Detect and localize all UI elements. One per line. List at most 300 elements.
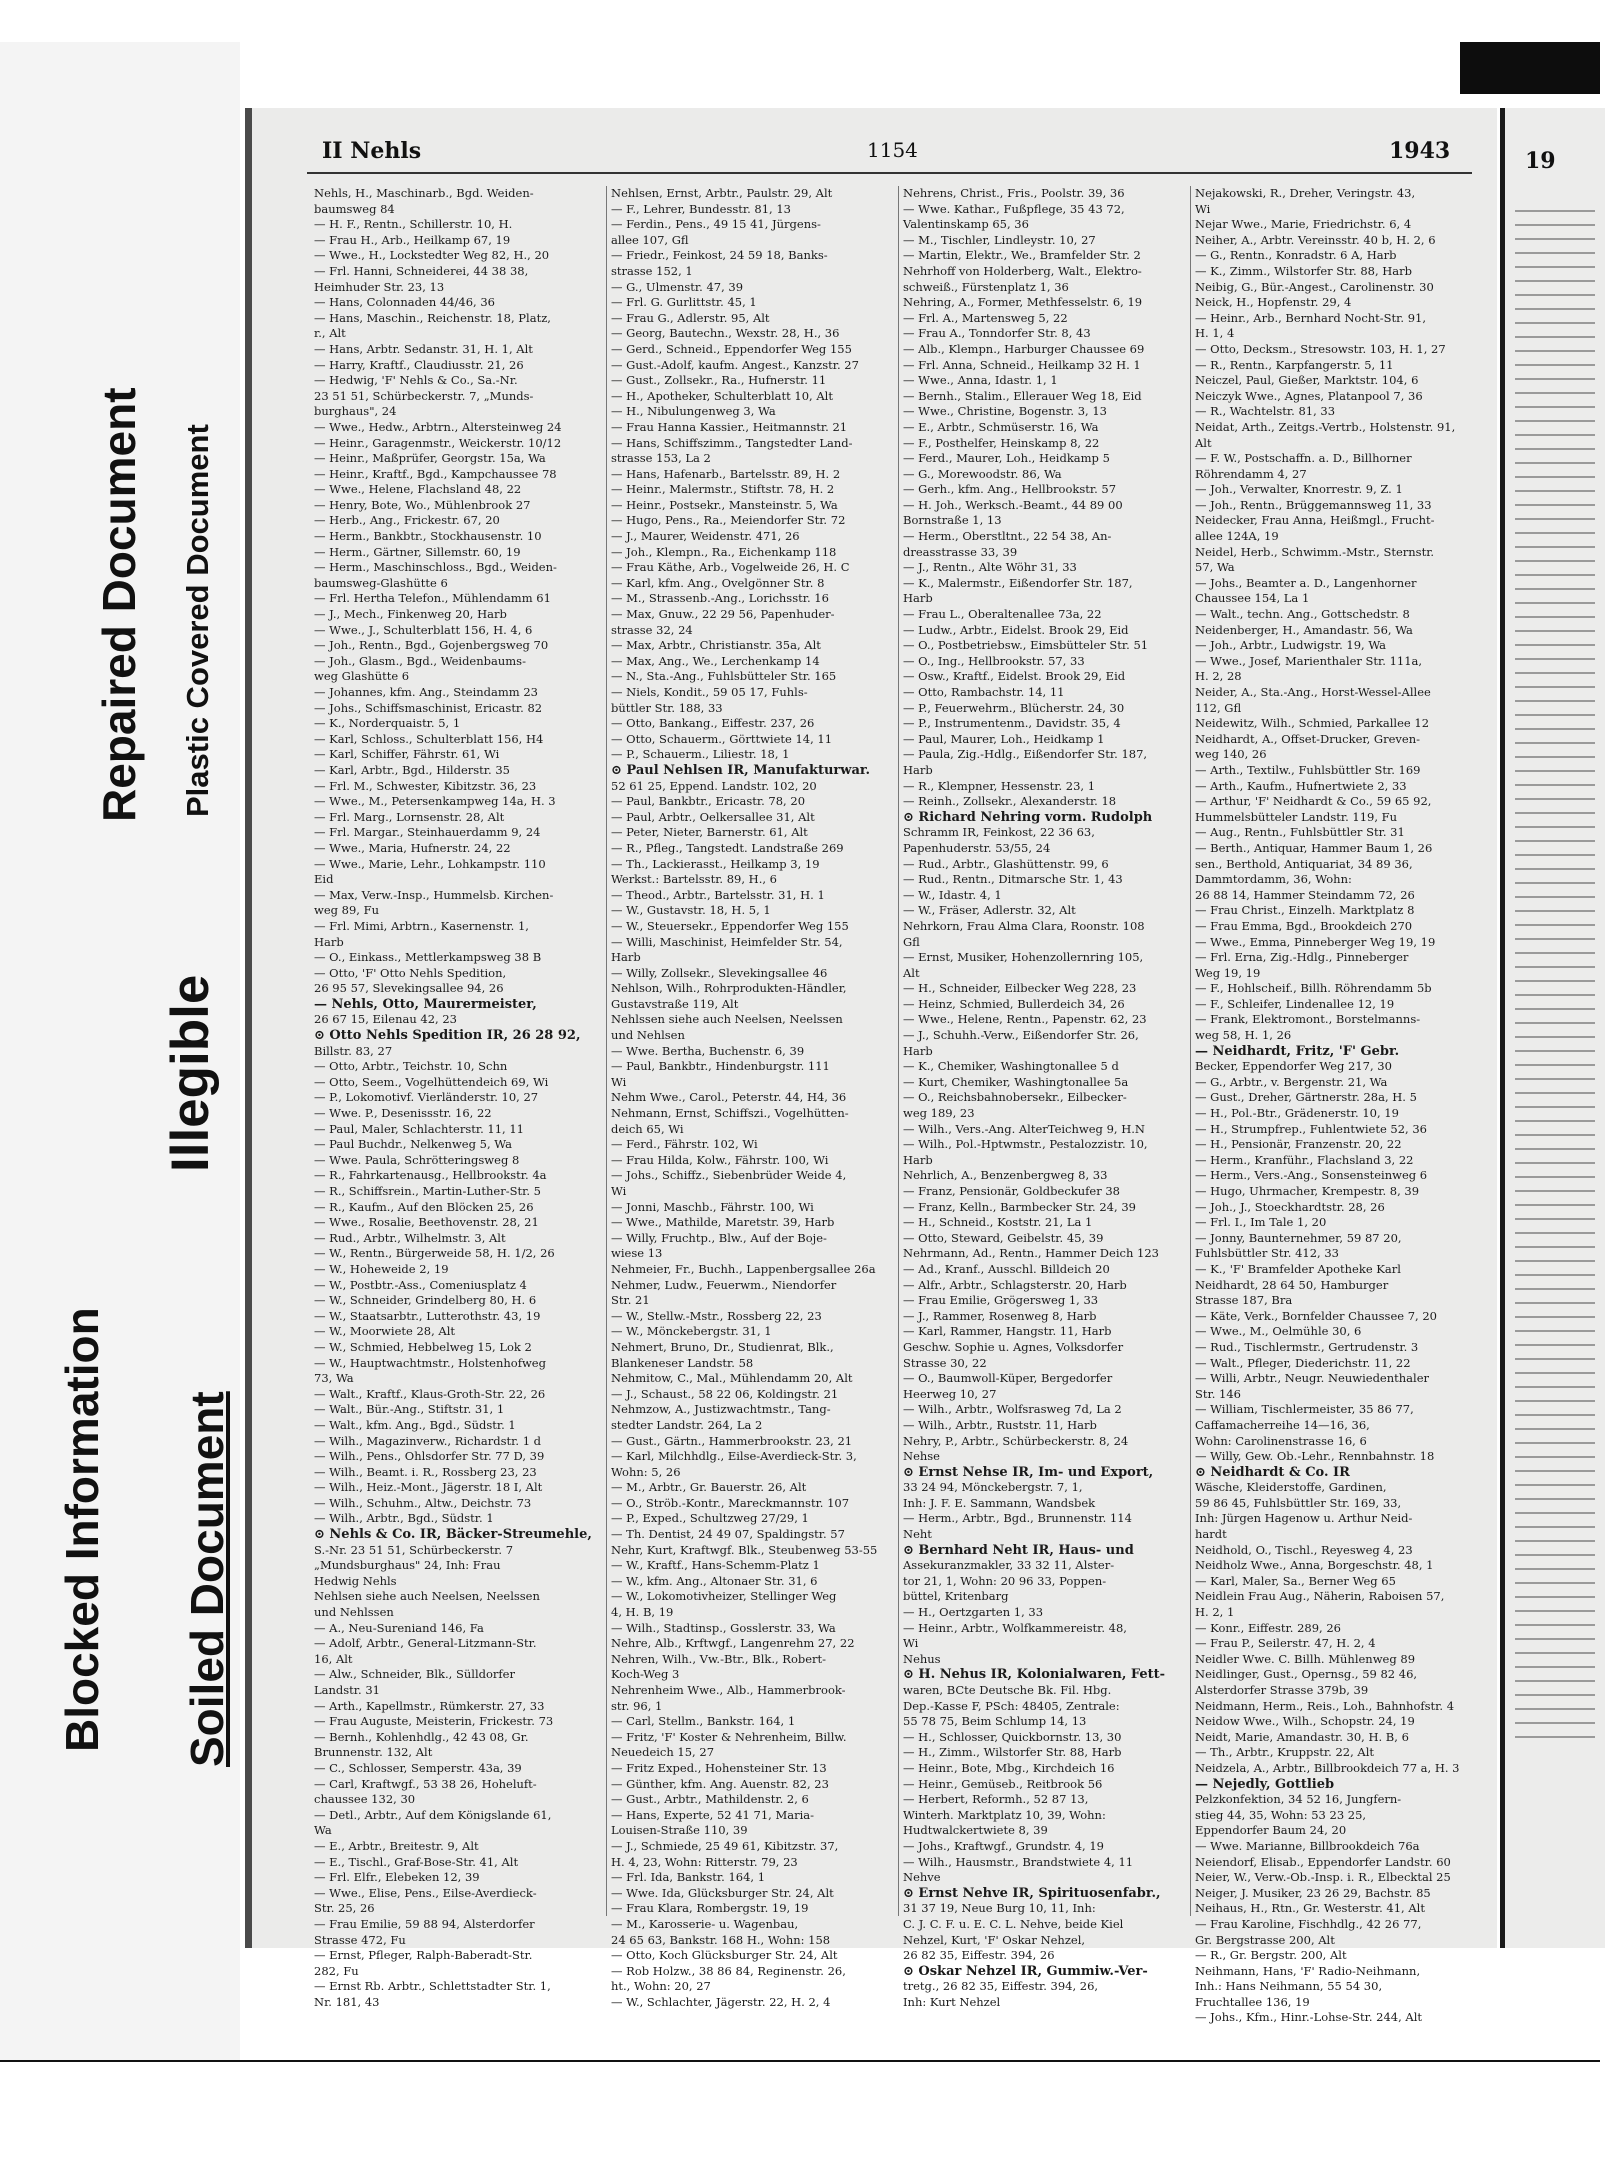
directory-entry: weg 140, 26 (1195, 747, 1267, 762)
directory-entry: r., Alt (314, 326, 346, 341)
directory-entry: — Gerd., Schneid., Eppendorfer Weg 155 (611, 341, 852, 356)
directory-entry: — Heinr., Garagenmstr., Weickerstr. 10/12 (314, 435, 562, 450)
directory-entry: — Wwe., J., Schulterblatt 156, H. 4, 6 (314, 622, 533, 637)
directory-entry: — Wilh., Arbtr., Bgd., Südstr. 1 (314, 1511, 494, 1526)
directory-entry: — Wwe. Kathar., Fußpflege, 35 43 72, (903, 201, 1125, 216)
directory-entry: Eid (314, 872, 334, 887)
directory-entry: — Wwe., Mathilde, Maretstr. 39, Harb (611, 1215, 835, 1230)
directory-entry: — R., Pfleg., Tangstedt. Landstraße 269 (611, 840, 844, 855)
directory-entry: Wi (903, 1636, 919, 1651)
directory-entry: Chaussee 154, La 1 (1195, 591, 1310, 606)
directory-entry: Str. 25, 26 (314, 1901, 375, 1916)
directory-entry: — Heinr., Kraftf., Bgd., Kampchaussee 78 (314, 466, 557, 481)
directory-entry: — Gust.-Adolf, kaufm. Angest., Kanzstr. 27 (611, 357, 859, 372)
directory-entry: — Paul, Arbtr., Oelkersallee 31, Alt (611, 809, 815, 824)
directory-entry: 59 86 45, Fuhlsbüttler Str. 169, 33, (1195, 1495, 1402, 1510)
directory-entry: — W., Steuersekr., Eppendorfer Weg 155 (611, 918, 849, 933)
directory-entry: 57, Wa (1195, 560, 1235, 575)
directory-entry: — P., Lokomotivf. Vierländerstr. 10, 27 (314, 1090, 539, 1105)
directory-entry: burghaus", 24 (314, 404, 397, 419)
directory-entry: Bornstraße 1, 13 (903, 513, 1002, 528)
directory-entry: — W., Hoheweide 2, 19 (314, 1261, 449, 1276)
directory-entry: — P., Instrumentenm., Davidstr. 35, 4 (903, 716, 1121, 731)
directory-entry: — N., Sta.-Ang., Fuhlsbütteler Str. 165 (611, 669, 837, 684)
directory-entry: Neidhardt, A., Offset-Drucker, Greven- (1195, 731, 1421, 746)
directory-entry: und Nehlssen (314, 1605, 394, 1620)
directory-entry: — H., Nibulungenweg 3, Wa (611, 404, 776, 419)
directory-entry: — C., Schlosser, Semperstr. 43a, 39 (314, 1760, 522, 1775)
directory-entry: — Niels, Kondit., 59 05 17, Fuhls- (611, 685, 808, 699)
directory-entry: Nehrens, Christ., Fris., Poolstr. 39, 36 (903, 186, 1125, 200)
directory-entry: — Heinr., Arb., Bernhard Nocht-Str. 91, (1195, 310, 1427, 325)
directory-entry: Nehmert, Bruno, Dr., Studienrat, Blk., (611, 1339, 834, 1354)
directory-entry: — H. F., Rentn., Schillerstr. 10, H. (314, 217, 513, 232)
directory-entry: Neidlinger, Gust., Opernsg., 59 82 46, (1195, 1667, 1418, 1682)
directory-entry: — Joh., Rentn., Brüggemannsweg 11, 33 (1195, 497, 1432, 512)
directory-entry: — P., Feuerwehrm., Blücherstr. 24, 30 (903, 700, 1125, 715)
directory-entry: — Ad., Kranf., Ausschl. Billdeich 20 (903, 1261, 1110, 1276)
label-plastic-covered-document: Plastic Covered Document (180, 424, 215, 817)
directory-entry: Neihmann, Hans, 'F' Radio-Neihmann, (1195, 1963, 1421, 1978)
directory-entry: Koch-Weg 3 (611, 1667, 680, 1682)
directory-entry: — Walt., techn. Ang., Gottschedstr. 8 (1195, 607, 1410, 622)
directory-entry: — Jonni, Maschb., Fährstr. 100, Wi (611, 1199, 814, 1214)
directory-entry: — H., Oertzgarten 1, 33 (903, 1605, 1044, 1620)
directory-entry: — W., Rentn., Bürgerweide 58, H. 1/2, 26 (314, 1246, 555, 1261)
directory-entry: — R., Rentn., Karpfangerstr. 5, 11 (1195, 357, 1394, 372)
directory-entry: Neidhardt, 28 64 50, Hamburger (1195, 1277, 1389, 1292)
directory-entry: Alt (1195, 435, 1212, 450)
directory-entry: Neidt, Marie, Amandastr. 30, H. B, 6 (1195, 1729, 1409, 1744)
directory-entry: Nehzel, Kurt, 'F' Oskar Nehzel, (903, 1932, 1086, 1947)
directory-entry: — J., Schaust., 58 22 06, Koldingstr. 21 (611, 1386, 839, 1401)
directory-entry: 26 88 14, Hammer Steindamm 72, 26 (1195, 887, 1415, 902)
directory-entry: — R., Fahrkartenausg., Hellbrookstr. 4a (314, 1168, 547, 1183)
directory-entry: — Fritz, 'F' Koster & Nehrenheim, Billw. (611, 1729, 847, 1744)
directory-entry: — Franz, Pensionär, Goldbeckufer 38 (903, 1184, 1120, 1198)
directory-entry: — Wwe. Marianne, Billbrookdeich 76a (1195, 1838, 1420, 1853)
directory-entry: — Arth., Kaufm., Hufnertwiete 2, 33 (1195, 778, 1407, 793)
header-rule (307, 172, 1472, 174)
directory-entry: — Neidhardt, Fritz, 'F' Gebr. (1195, 1043, 1400, 1059)
directory-column-2 (606, 186, 896, 2009)
directory-entry: — Walt., Kraftf., Klaus-Groth-Str. 22, 26 (314, 1386, 546, 1401)
directory-entry: — Frl. M., Schwester, Kibitzstr. 36, 23 (314, 778, 537, 793)
directory-entry: — Ludw., Arbtr., Eidelst. Brook 29, Eid (903, 622, 1129, 637)
directory-entry: — M., Tischler, Lindleystr. 10, 27 (903, 232, 1096, 247)
directory-entry: — M., Arbtr., Gr. Bauerstr. 26, Alt (611, 1480, 807, 1495)
directory-entry: — F., Schleifer, Lindenallee 12, 19 (1195, 996, 1395, 1011)
directory-entry: 23 51 51, Schürbeckerstr. 7, „Munds- (314, 388, 534, 403)
directory-entry: — Frau L., Oberaltenallee 73a, 22 (903, 607, 1102, 622)
directory-entry: 52 61 25, Eppend. Landstr. 102, 20 (611, 778, 817, 793)
directory-entry: 26 95 57, Slevekingsallee 94, 26 (314, 981, 504, 996)
directory-entry: — Hugo, Uhrmacher, Krempestr. 8, 39 (1195, 1184, 1420, 1198)
directory-entry: — Ernst, Musiker, Hohenzollernring 105, (903, 950, 1144, 965)
directory-entry: — Fritz Exped., Hohensteiner Str. 13 (611, 1760, 827, 1775)
directory-entry: tor 21, 1, Wohn: 20 96 33, Poppen- (903, 1573, 1107, 1588)
top-margin (0, 0, 1600, 42)
directory-entry: — Carl, Kraftwgf., 53 38 26, Hoheluft- (314, 1776, 537, 1791)
directory-entry: — Wwe. P., Desenissstr. 16, 22 (314, 1106, 492, 1121)
directory-entry: — Joh., Arbtr., Ludwigstr. 19, Wa (1195, 638, 1387, 653)
directory-entry: — Nehls, Otto, Maurermeister, (314, 996, 537, 1012)
directory-entry: Inh.: Hans Neihmann, 55 54 30, (1195, 1979, 1383, 1994)
directory-entry: Neiczel, Paul, Gießer, Marktstr. 104, 6 (1195, 373, 1419, 388)
directory-entry: — Herm., Arbtr., Bgd., Brunnenstr. 114 (903, 1511, 1132, 1526)
directory-column-1 (314, 186, 599, 2009)
directory-entry: — W., Schneider, Grindelberg 80, H. 6 (314, 1293, 537, 1308)
directory-entry: — F., Hohlscheif., Billh. Röhrendamm 5b (1195, 981, 1432, 996)
directory-entry: — Paul, Maler, Schlachterstr. 11, 11 (314, 1121, 524, 1136)
directory-entry: — Ernst, Pfleger, Ralph-Baberadt-Str. (314, 1948, 533, 1963)
directory-entry: — Herm., Gärtner, Sillemstr. 60, 19 (314, 544, 521, 559)
dark-scan-edge (1460, 42, 1600, 94)
directory-entry: — Willi, Maschinist, Heimfelder Str. 54, (611, 934, 843, 949)
directory-entry: — Reinh., Zollsekr., Alexanderstr. 18 (903, 794, 1117, 809)
directory-entry: — Wilh., Pol.-Hptwmstr., Pestalozzistr. 10, (903, 1137, 1148, 1152)
directory-entry: — R., Kaufm., Auf den Blöcken 25, 26 (314, 1199, 534, 1214)
directory-entry: — Frau Christ., Einzelh. Marktplatz 8 (1195, 903, 1415, 918)
directory-entry: — H., Schneider, Eilbecker Weg 228, 23 (903, 981, 1137, 996)
directory-entry: — Gust., Gärtn., Hammerbrookstr. 23, 21 (611, 1433, 853, 1448)
directory-entry: — W., kfm. Ang., Altonaer Str. 31, 6 (611, 1573, 818, 1588)
directory-entry: — W., Idastr. 4, 1 (903, 887, 1002, 902)
directory-entry: H. 2, 28 (1195, 669, 1242, 684)
directory-entry: — Heinr., Bote, Mbg., Kirchdeich 16 (903, 1760, 1115, 1775)
directory-entry: — O., Ströb.-Kontr., Mareckmannstr. 107 (611, 1495, 850, 1510)
directory-entry: Nehmzow, A., Justizwachtmstr., Tang- (611, 1402, 831, 1417)
directory-entry: — Wwe., Hedw., Arbtrn., Altersteinweg 24 (314, 419, 562, 434)
directory-entry: und Nehlsen (611, 1028, 685, 1043)
directory-entry: C. J. C. F. u. E. C. L. Nehve, beide Kiel (903, 1916, 1124, 1931)
directory-entry: — Joh., Glasm., Bgd., Weidenbaums- (314, 653, 526, 668)
directory-entry: weg 189, 23 (903, 1106, 975, 1121)
directory-entry: — Arth., Textilw., Fuhlsbüttler Str. 169 (1195, 762, 1421, 777)
directory-entry: — Max, Verw.-Insp., Hummelsb. Kirchen- (314, 887, 554, 902)
directory-entry: — Arthur, 'F' Neidhardt & Co., 59 65 92, (1195, 794, 1432, 809)
directory-entry: — Herb., Ang., Frickestr. 67, 20 (314, 513, 500, 528)
directory-entry: — Gust., Zollsekr., Ra., Hufnerstr. 11 (611, 373, 827, 388)
directory-entry: Wäsche, Kleiderstoffe, Gardinen, (1195, 1480, 1387, 1495)
directory-entry: — J., Schmiede, 25 49 61, Kibitzstr. 37, (611, 1838, 839, 1853)
directory-entry: Neidel, Herb., Schwimm.-Mstr., Sternstr. (1195, 544, 1435, 559)
directory-entry: — Johannes, kfm. Ang., Steindamm 23 (314, 685, 538, 699)
directory-entry: — Paul Buchdr., Nelkenweg 5, Wa (314, 1137, 512, 1152)
directory-entry: — Gerh., kfm. Ang., Hellbrookstr. 57 (903, 482, 1117, 497)
directory-entry: Neiczyk Wwe., Agnes, Platanpool 7, 36 (1195, 388, 1423, 403)
directory-entry: Nehrkorn, Frau Alma Clara, Roonstr. 108 (903, 918, 1145, 933)
directory-entry: — Wwe. Paula, Schrötteringsweg 8 (314, 1152, 520, 1167)
directory-entry: — Walt., Pfleger, Diederichstr. 11, 22 (1195, 1355, 1411, 1370)
directory-entry: 16, Alt (314, 1651, 353, 1666)
directory-entry: — O., Ing., Hellbrookstr. 57, 33 (903, 653, 1085, 668)
directory-entry: H. 1, 4 (1195, 326, 1235, 341)
directory-entry: — Frl. Anna, Schneid., Heilkamp 32 H. 1 (903, 357, 1141, 372)
directory-entry: Strasse 472, Fu (314, 1932, 406, 1947)
directory-entry: — Frl. Erna, Zig.-Hdlg., Pinneberger (1195, 950, 1409, 965)
directory-entry: Neidecker, Frau Anna, Heißmgl., Frucht- (1195, 513, 1435, 528)
directory-entry: — H., Pensionär, Franzenstr. 20, 22 (1195, 1137, 1402, 1152)
directory-entry: baumsweg-Glashütte 6 (314, 575, 448, 590)
directory-entry: ⊙ Nehls & Co. IR, Bäcker-Streumehle, (314, 1527, 592, 1543)
directory-entry: Nehlssen siehe auch Neelsen, Neelssen (611, 1012, 843, 1027)
label-soiled-document: Soiled Document (181, 1391, 233, 1767)
directory-entry: Papenhuderstr. 53/55, 24 (903, 840, 1051, 855)
directory-entry: „Mundsburghaus" 24, Inh: Frau (314, 1558, 501, 1573)
directory-entry: — Karl, Schiffer, Fährstr. 61, Wi (314, 747, 500, 762)
directory-column-4 (1190, 186, 1480, 2025)
directory-entry: — Martin, Elektr., We., Bramfelder Str. 2 (903, 248, 1141, 263)
directory-entry: — Kurt, Chemiker, Washingtonallee 5a (903, 1074, 1129, 1089)
directory-entry: — Joh., J., Stoeckhardtstr. 28, 26 (1195, 1199, 1385, 1214)
directory-entry: Wohn: 5, 26 (611, 1464, 681, 1479)
directory-entry: Landstr. 31 (314, 1683, 380, 1697)
directory-entry: Str. 21 (611, 1293, 650, 1308)
directory-entry: — Wwe., Maria, Hufnerstr. 24, 22 (314, 840, 511, 855)
directory-entry: Neidat, Arth., Zeitgs.-Vertrb., Holstenstr. 91, (1195, 419, 1456, 434)
directory-entry: — F. W., Postschaffn. a. D., Billhorner (1195, 451, 1412, 466)
directory-entry: — Wwe., H., Lockstedter Weg 82, H., 20 (314, 248, 550, 263)
directory-entry: — R., Wachtelstr. 81, 33 (1195, 404, 1336, 419)
directory-entry: — M., Strassenb.-Ang., Lorichsstr. 16 (611, 591, 829, 606)
directory-entry: — Wilh., Arbtr., Ruststr. 11, Harb (903, 1417, 1097, 1432)
directory-entry: — W., Schlachter, Jägerstr. 22, H. 2, 4 (611, 1994, 831, 2009)
directory-entry: — Jonny, Baunternehmer, 59 87 20, (1195, 1230, 1402, 1245)
directory-entry: Hummelsbütteler Landstr. 119, Fu (1195, 809, 1398, 824)
directory-entry: chaussee 132, 30 (314, 1792, 416, 1807)
directory-entry: — Frau Käthe, Arb., Vogelweide 26, H. C (611, 560, 850, 575)
directory-entry: — Karl, Schloss., Schulterblatt 156, H4 (314, 731, 544, 746)
directory-entry: — Frank, Elektromont., Borstelmanns- (1195, 1012, 1421, 1027)
directory-entry: — F., Posthelfer, Heinskamp 8, 22 (903, 435, 1100, 450)
directory-entry: büttel, Kritenbarg (903, 1589, 1009, 1604)
directory-entry: — Hans, Experte, 52 41 71, Maria- (611, 1807, 815, 1822)
directory-entry: — F., Lehrer, Bundesstr. 81, 13 (611, 201, 791, 216)
directory-entry: — W., Moorwiete 28, Alt (314, 1324, 456, 1339)
directory-entry: — Wwe., Josef, Marienthaler Str. 111a, (1195, 653, 1423, 668)
directory-entry: weg 89, Fu (314, 903, 379, 918)
directory-entry: — P., Exped., Schultzweg 27/29, 1 (611, 1511, 809, 1526)
directory-entry: — Ferd., Maurer, Loh., Heidkamp 5 (903, 451, 1110, 466)
directory-entry: — O., Einkass., Mettlerkampsweg 38 B (314, 950, 542, 965)
directory-entry: str. 96, 1 (611, 1698, 663, 1713)
directory-entry: Dep.-Kasse F, PSch: 48405, Zentrale: (903, 1698, 1120, 1713)
directory-entry: — G., Arbtr., v. Bergenstr. 21, Wa (1195, 1074, 1388, 1089)
directory-entry: — Max, Ang., We., Lerchenkamp 14 (611, 653, 820, 668)
directory-entry: — R., Gr. Bergstr. 200, Alt (1195, 1948, 1347, 1963)
directory-entry: Neihaus, H., Rtn., Gr. Westerstr. 41, Alt (1195, 1901, 1425, 1916)
directory-entry: — Wilh., Arbtr., Wolfsrasweg 7d, La 2 (903, 1402, 1122, 1417)
directory-entry: Nehry, P., Arbtr., Schürbeckerstr. 8, 24 (903, 1433, 1129, 1448)
condition-label-panel (0, 42, 240, 2060)
directory-entry: — Carl, Stellm., Bankstr. 164, 1 (611, 1714, 796, 1729)
directory-entry: — Johs., Beamter a. D., Langenhorner (1195, 575, 1417, 590)
directory-entry: — O., Baumwoll-Küper, Bergedorfer (903, 1371, 1113, 1386)
directory-entry: — Hans, Colonnaden 44/46, 36 (314, 295, 495, 310)
directory-entry: Caffamacherreihe 14—16, 36, (1195, 1417, 1370, 1432)
directory-entry: — Wilh., Beamt. i. R., Rossberg 23, 23 (314, 1464, 537, 1479)
directory-entry: Louisen-Straße 110, 39 (611, 1823, 748, 1838)
directory-entry: H. 4, 23, Wohn: Ritterstr. 79, 23 (611, 1854, 798, 1869)
directory-entry: — Wwe., Helene, Flachsland 48, 22 (314, 482, 522, 497)
directory-entry: Inh: J. F. E. Sammann, Wandsbek (903, 1495, 1096, 1510)
directory-entry: — Wwe., Marie, Lehr., Lohkampstr. 110 (314, 856, 546, 871)
directory-entry: — Theod., Arbtr., Bartelsstr. 31, H. 1 (611, 887, 825, 902)
directory-entry: — Herbert, Reformh., 52 87 13, (903, 1792, 1089, 1807)
directory-entry: Neiher, A., Arbtr. Vereinsstr. 40 b, H. 2, 6 (1195, 232, 1436, 247)
directory-entry: — Frau Auguste, Meisterin, Frickestr. 73 (314, 1714, 554, 1729)
directory-entry: Nejar Wwe., Marie, Friedrichstr. 6, 4 (1195, 217, 1412, 232)
directory-entry: — Bernh., Stalim., Ellerauer Weg 18, Eid (903, 388, 1142, 403)
directory-entry: — A., Neu-Sureniand 146, Fa (314, 1620, 484, 1635)
directory-entry: — Ferdin., Pens., 49 15 41, Jürgens- (611, 217, 821, 232)
directory-entry: stieg 44, 35, Wohn: 53 23 25, (1195, 1807, 1367, 1822)
directory-entry: — Wilh., Pens., Ohlsdorfer Str. 77 D, 39 (314, 1449, 545, 1464)
directory-entry: — Wilh., Hausmstr., Brandstwiete 4, 11 (903, 1854, 1134, 1869)
directory-entry: Wa (314, 1823, 332, 1838)
directory-entry: — Wwe. Bertha, Buchenstr. 6, 39 (611, 1043, 805, 1058)
directory-entry: — Willy, Fruchtp., Blw., Auf der Boje- (611, 1230, 827, 1245)
directory-entry: tretg., 26 82 35, Eiffestr. 394, 26, (903, 1979, 1099, 1994)
directory-entry: Alsterdorfer Strasse 379b, 39 (1195, 1683, 1369, 1697)
directory-entry: — Frau Emilie, 59 88 94, Alsterdorfer (314, 1916, 535, 1931)
directory-entry: — Johs., Schiffsmaschinist, Ericastr. 82 (314, 700, 543, 715)
directory-entry: wiese 13 (611, 1246, 663, 1261)
directory-entry: — Herm., Maschinschloss., Bgd., Weiden- (314, 560, 557, 575)
directory-entry: — K., Zimm., Wilstorfer Str. 88, Harb (1195, 263, 1413, 278)
directory-entry: — Franz, Kelln., Barmbecker Str. 24, 39 (903, 1199, 1136, 1214)
directory-entry: Hedwig Nehls (314, 1573, 397, 1588)
directory-entry: Nehmann, Ernst, Schiffszi., Vogelhütten- (611, 1106, 849, 1121)
directory-entry: Neier, W., Verw.-Ob.-Insp. i. R., Elbecktal 25 (1195, 1870, 1451, 1885)
directory-entry: Inh: Kurt Nehzel (903, 1994, 1001, 2009)
directory-entry: Billstr. 83, 27 (314, 1043, 393, 1058)
directory-entry: — Aug., Rentn., Fuhlsbüttler Str. 31 (1195, 825, 1405, 840)
directory-entry: sen., Berthold, Antiquariat, 34 89 36, (1195, 856, 1413, 871)
directory-entry: — Paula, Zig.-Hdlg., Eißendorfer Str. 187, (903, 747, 1148, 762)
directory-entry: Wi (611, 1074, 627, 1089)
directory-entry: 55 78 75, Beim Schlump 14, 13 (903, 1714, 1087, 1729)
directory-entry: Dammtordamm, 36, Wohn: (1195, 872, 1352, 887)
directory-columns (314, 186, 1474, 2025)
directory-entry: waren, BCte Deutsche Bk. Fil. Hbg. (903, 1683, 1112, 1697)
directory-entry: — Konr., Eiffestr. 289, 26 (1195, 1620, 1341, 1635)
directory-entry: — Frau G., Adlerstr. 95, Alt (611, 310, 770, 325)
directory-entry: Neht (903, 1527, 932, 1542)
directory-entry: — William, Tischlermeister, 35 86 77, (1195, 1402, 1414, 1417)
directory-entry: — Wilh., Stadtinsp., Gosslerstr. 33, Wa (611, 1620, 836, 1635)
directory-entry: — Paul, Maurer, Loh., Heidkamp 1 (903, 731, 1105, 746)
directory-entry: — Herm., Oberstltnt., 22 54 38, An- (903, 529, 1112, 544)
directory-entry: Harb (903, 1152, 933, 1167)
directory-entry: — Karl, kfm. Ang., Ovelgönner Str. 8 (611, 575, 825, 590)
directory-entry: Neidlein Frau Aug., Näherin, Raboisen 57, (1195, 1589, 1445, 1604)
directory-entry: — Hedwig, 'F' Nehls & Co., Sa.-Nr. (314, 373, 518, 388)
directory-entry: — Otto, 'F' Otto Nehls Spedition, (314, 965, 507, 980)
directory-entry: — K., Malermstr., Eißendorfer Str. 187, (903, 575, 1133, 590)
directory-entry: Neidzela, A., Arbtr., Billbrookdeich 77 a, H. 3 (1195, 1760, 1460, 1775)
directory-entry: — Hans, Arbtr. Sedanstr. 31, H. 1, Alt (314, 341, 533, 356)
directory-entry: — Wwe. Ida, Glücksburger Str. 24, Alt (611, 1885, 834, 1900)
directory-entry: Neick, H., Hopfenstr. 29, 4 (1195, 295, 1352, 310)
directory-entry: Nehring, A., Former, Methfesselstr. 6, 19 (903, 295, 1143, 310)
directory-entry: — Alb., Klempn., Harburger Chaussee 69 (903, 341, 1145, 356)
directory-entry: Neuedeich 15, 27 (611, 1745, 715, 1760)
directory-entry: — Heinr., Gemüseb., Reitbrook 56 (903, 1776, 1103, 1791)
directory-entry: Neidewitz, Wilh., Schmied, Parkallee 12 (1195, 716, 1430, 731)
directory-entry: — Herm., Kranführ., Flachsland 3, 22 (1195, 1152, 1414, 1167)
directory-entry: 112, Gfl (1195, 700, 1242, 715)
directory-entry: 73, Wa (314, 1371, 354, 1386)
directory-entry: — Rud., Arbtr., Glashüttenstr. 99, 6 (903, 856, 1109, 871)
adjacent-page-text-lines (1515, 198, 1595, 1750)
directory-entry: — Adolf, Arbtr., General-Litzmann-Str. (314, 1636, 537, 1651)
directory-entry: Brunnenstr. 132, Alt (314, 1745, 433, 1760)
directory-entry: — P., Schauerm., Liliestr. 18, 1 (611, 747, 790, 762)
directory-entry: — Wwe., Christine, Bogenstr. 3, 13 (903, 404, 1107, 419)
directory-entry: — Th. Dentist, 24 49 07, Spaldingstr. 57 (611, 1527, 845, 1542)
directory-entry: — G., Morewoodstr. 86, Wa (903, 466, 1062, 481)
directory-entry: — J., Schuhh.-Verw., Eißendorfer Str. 26, (903, 1028, 1139, 1043)
directory-entry: Nehmitow, C., Mal., Mühlendamm 20, Alt (611, 1371, 853, 1386)
directory-entry: Nehm Wwe., Carol., Peterstr. 44, H4, 36 (611, 1090, 847, 1105)
directory-entry: — Joh., Rentn., Bgd., Gojenbergsweg 70 (314, 638, 549, 653)
directory-entry: Nr. 181, 43 (314, 1994, 380, 2009)
directory-entry: strasse 152, 1 (611, 263, 693, 278)
directory-entry: — Otto, Schauerm., Görttwiete 14, 11 (611, 731, 833, 746)
directory-entry: — O., Reichsbahnobersekr., Eilbecker- (903, 1090, 1127, 1105)
directory-entry: Gfl (903, 934, 920, 949)
directory-entry: Harb (611, 950, 641, 965)
directory-entry: — Th., Arbtr., Kruppstr. 22, Alt (1195, 1745, 1375, 1760)
directory-entry: Wi (1195, 201, 1211, 216)
directory-entry: — Wilh., Magazinverw., Richardstr. 1 d (314, 1433, 542, 1448)
directory-entry: — Wwe., Rosalie, Beethovenstr. 28, 21 (314, 1215, 539, 1230)
directory-entry: Harb (903, 591, 933, 606)
directory-entry: — Frl. Hertha Telefon., Mühlendamm 61 (314, 591, 551, 606)
directory-entry: — Wwe., M., Oelmühle 30, 6 (1195, 1324, 1362, 1339)
directory-entry: — Bernh., Kohlenhdlg., 42 43 08, Gr. (314, 1729, 529, 1744)
directory-entry: schweiß., Fürstenplatz 1, 36 (903, 279, 1069, 294)
directory-entry: — Wilh., Heiz.-Mont., Jägerstr. 18 I, Alt (314, 1480, 543, 1495)
directory-entry: — Georg, Bautechn., Wexstr. 28, H., 36 (611, 326, 840, 341)
directory-entry: — W., Postbtr.-Ass., Comeniusplatz 4 (314, 1277, 527, 1292)
directory-entry: — Joh., Verwalter, Knorrestr. 9, Z. 1 (1195, 482, 1403, 497)
directory-entry: ⊙ H. Nehus IR, Kolonialwaren, Fett- (903, 1667, 1166, 1683)
directory-entry: — Heinz, Schmied, Bullerdeich 34, 26 (903, 996, 1125, 1011)
directory-entry: — Ferd., Fährstr. 102, Wi (611, 1137, 758, 1152)
directory-entry: — Heinr., Postsekr., Mansteinstr. 5, Wa (611, 497, 838, 512)
directory-entry: — Alfr., Arbtr., Schlagsterstr. 20, Harb (903, 1277, 1127, 1292)
directory-entry: — W., Gustavstr. 18, H. 5, 1 (611, 903, 771, 918)
directory-entry: — Ernst Rb. Arbtr., Schlettstadter Str. 1, (314, 1979, 551, 1994)
directory-entry: Nehr, Kurt, Kraftwgf. Blk., Steubenweg 53-55 (611, 1542, 878, 1557)
directory-entry: Weg 19, 19 (1195, 965, 1261, 980)
directory-entry: 26 82 35, Eiffestr. 394, 26 (903, 1948, 1055, 1963)
directory-entry: — J., Rentn., Alte Wöhr 31, 33 (903, 560, 1077, 575)
directory-entry: — Paul, Bankbtr., Ericastr. 78, 20 (611, 794, 806, 809)
adjacent-page-number: 19 (1525, 148, 1556, 174)
directory-entry: ⊙ Neidhardt & Co. IR (1195, 1464, 1350, 1480)
directory-entry: Eppendorfer Baum 24, 20 (1195, 1823, 1347, 1838)
label-illegible: Illegible (161, 974, 220, 1172)
directory-entry: — O., Postbetriebsw., Eimsbütteler Str. 51 (903, 638, 1149, 653)
directory-entry: Strasse 187, Bra (1195, 1293, 1293, 1308)
directory-entry: Geschw. Sophie u. Agnes, Volksdorfer (903, 1339, 1124, 1354)
directory-entry: weg 58, H. 1, 26 (1195, 1028, 1292, 1043)
directory-entry: Fruchtallee 136, 19 (1195, 1994, 1310, 2009)
